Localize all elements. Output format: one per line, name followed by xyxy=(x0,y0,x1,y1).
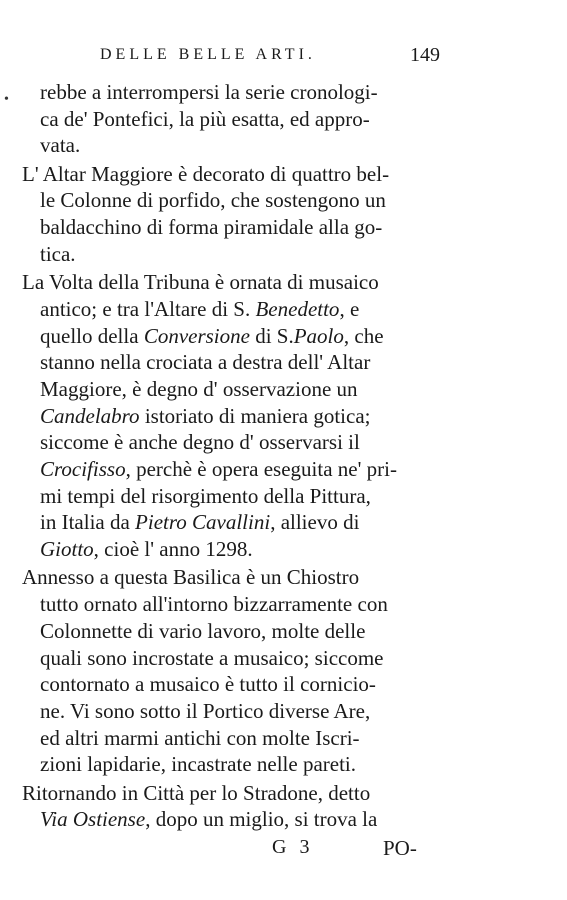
paragraph-start-line: Ritornando in Città per lo Stradone, detto xyxy=(22,780,371,805)
text-line: tutto ornato all'intorno bizzarramente con xyxy=(40,592,388,617)
page-header xyxy=(100,46,440,76)
text-line: ca de' Pontefici, la più esatta, ed appro- xyxy=(40,106,370,131)
italic-name: Giotto xyxy=(40,537,94,562)
bullet-icon: • xyxy=(4,92,9,107)
text-line: Crocifisso, perchè è opera eseguita ne' pri- xyxy=(40,457,397,481)
catchword: PO- xyxy=(383,836,417,860)
italic-name: Conversione xyxy=(143,323,250,348)
text-line: contornato a musaico è tutto il cornicio- xyxy=(40,672,376,697)
page-footer xyxy=(0,836,567,876)
italic-name: Paolo xyxy=(293,323,344,348)
text-line: rebbe a interrompersi la serie cronologi- xyxy=(40,80,378,104)
text-line: Candelabro istoriato di maniera gotica; xyxy=(40,403,371,428)
text-line: stanno nella crociata a destra dell' Altar xyxy=(40,350,371,375)
text-line: quali sono incrostate a musaico; siccome xyxy=(40,645,384,670)
text-line: le Colonne di porfido, che sostengono un xyxy=(40,188,386,213)
paragraph-start-line: Annesso a questa Basilica è un Chiostro xyxy=(22,565,360,590)
text-line: Colonnette di vario lavoro, molte delle xyxy=(40,618,366,643)
text-line: siccome è anche degno d' osservarsi il xyxy=(40,430,360,455)
italic-name: Crocifisso xyxy=(40,457,126,481)
signature-mark: G 3 xyxy=(272,836,314,858)
italic-name: Pietro Cavallini xyxy=(135,510,271,535)
italic-name: Via Ostiense xyxy=(40,807,146,832)
italic-name: Benedetto xyxy=(255,296,340,321)
text-line: zioni lapidarie, incastrate nelle pareti. xyxy=(40,752,357,777)
text-line: ed altri marmi antichi con molte Iscri- xyxy=(40,725,360,750)
text-line: mi tempi del risorgimento della Pittura, xyxy=(40,483,371,508)
paragraph-start-line: La Volta della Tribuna è ornata di musaico xyxy=(22,270,379,295)
running-head: DELLE BELLE ARTI. xyxy=(100,46,316,63)
text-line: tica. xyxy=(40,241,76,266)
text-line: quello della Conversione di S.Paolo, che xyxy=(40,323,384,348)
text-line: ne. Vi sono sotto il Portico diverse Are, xyxy=(40,698,371,723)
page-number: 149 xyxy=(410,44,440,66)
text-line: Maggiore, è degno d' osservazione un xyxy=(40,376,358,401)
text-line: vata. xyxy=(40,133,81,158)
text-line: Giotto, cioè l' anno 1298. xyxy=(40,537,253,562)
text-line: Via Ostiense, dopo un miglio, si trova la xyxy=(40,807,378,832)
text-line: antico; e tra l'Altare di S. Benedetto, e xyxy=(40,296,360,321)
text-line: in Italia da Pietro Cavallini, allievo di xyxy=(40,510,360,535)
italic-name: Candelabro xyxy=(40,403,140,428)
text-line: baldacchino di forma piramidale alla go- xyxy=(40,215,383,240)
paragraph-start-line: L' Altar Maggiore è decorato di quattro bel- xyxy=(22,161,390,186)
